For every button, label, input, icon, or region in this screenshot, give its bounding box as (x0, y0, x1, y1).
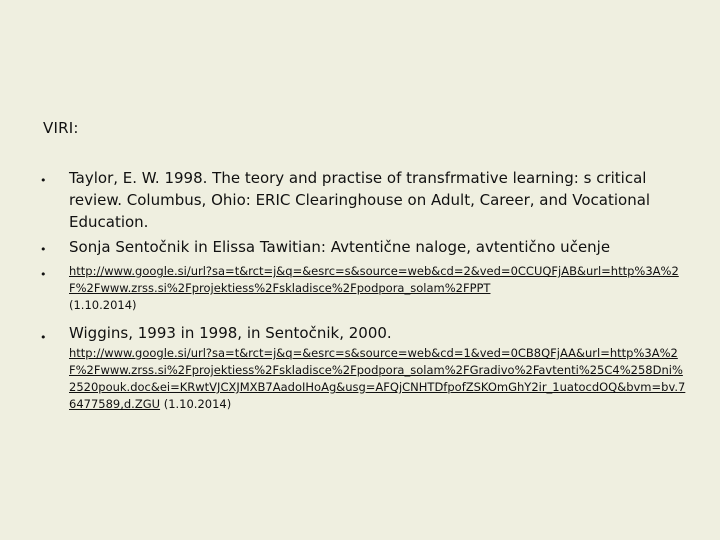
reference-wiggins: Wiggins, 1993 in 1998, in Sentočnik, 2000. (69, 324, 392, 342)
reference-link-1-url[interactable]: http://www.google.si/url?sa=t&rct=j&q=&esrc=s&source=web&cd=2&ved=0CCUQFjAB&url=http%3A%2F%2Fwww.zrss.si%2Fprojektiess%2Fskladisce%2Fpodpora_solam%2FPPT (69, 264, 679, 295)
bullet-icon: • (40, 174, 47, 187)
bullet-icon: • (40, 268, 47, 281)
reference-link-2 (69, 345, 689, 413)
reference-link-1 (69, 263, 689, 314)
reference-link-2-url[interactable]: http://www.google.si/url?sa=t&rct=j&q=&esrc=s&source=web&cd=1&ved=0CB8QFjAA&url=http%3A%2F%2Fwww.zrss.si%2Fprojektiess%2Fskladisce%2Fpodpora_solam%2FGradivo%2Favtenti%25C4%258Dni%2520pouk.doc&ei=KRwtVJCXJMXB7AadoIHoAg&usg=AFQjCNHTDfpofZSKOmGhY2ir_1uatocdOQ&bvm=bv.76477589,d.ZGU (69, 346, 686, 411)
reference-link-2-date: (1.10.2014) (163, 397, 232, 411)
references-heading: VIRI: (43, 119, 79, 137)
reference-sentocnik: Sonja Sentočnik in Elissa Tawitian: Avtentične naloge, avtentično učenje (69, 238, 611, 256)
reference-link-1-date: (1.10.2014) (69, 298, 137, 312)
bullet-icon: • (40, 331, 47, 344)
bullet-icon: • (40, 243, 47, 256)
reference-taylor: Taylor, E. W. 1998. The teory and practise of transfrmative learning: s critical review. Columbus, Ohio: ERIC Clearinghouse on Adult, Career, and Vocational Education. (69, 169, 651, 231)
